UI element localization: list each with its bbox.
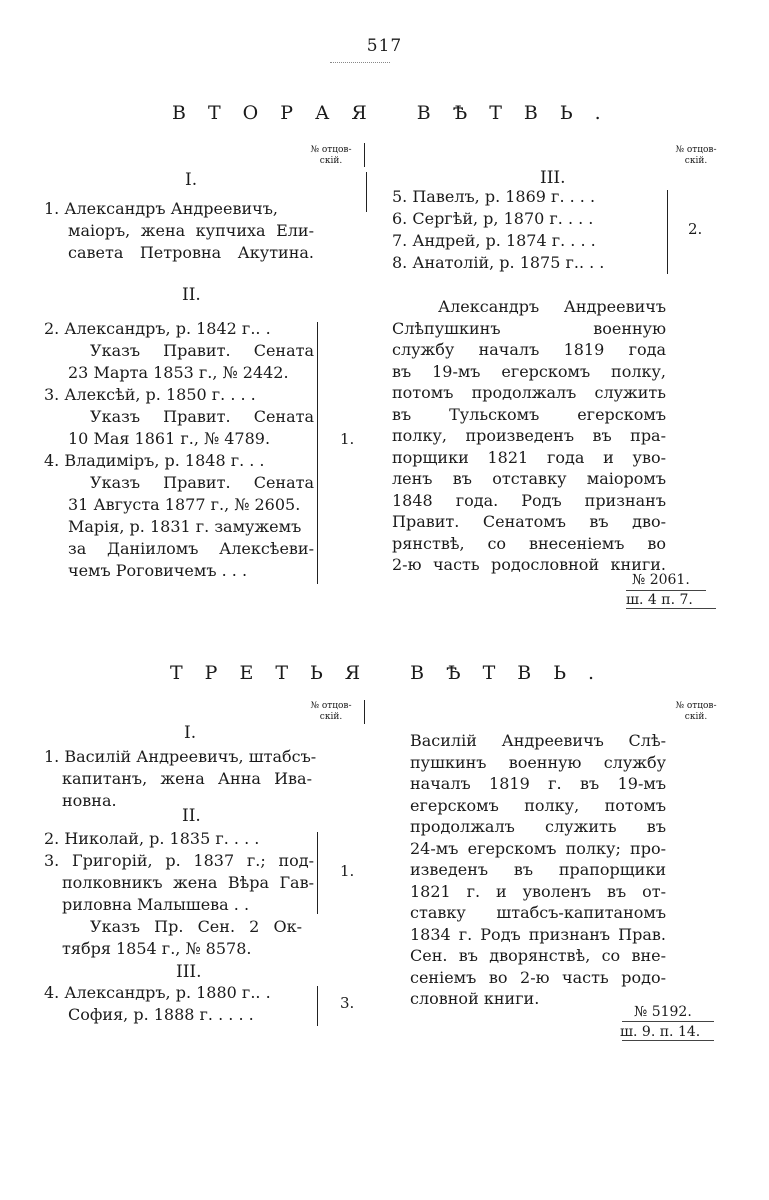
branch3-bio-line: словной книги. (410, 989, 540, 1008)
branch3-bio-line: продолжалъ служить въ (410, 817, 666, 836)
branch2-gen3-line: 7. Андрей, р. 1874 г. . . . (392, 231, 596, 250)
branch3-bio-line: сеніемъ во 2-ю часть родо- (410, 967, 666, 987)
branch3-doc-number: № 5192. (634, 1004, 692, 1020)
branch2-bio-line: Слѣпушкинъ военную (392, 318, 666, 338)
branch2-header-rule (364, 143, 365, 167)
branch3-gen1-heading: I. (184, 723, 197, 743)
branch2-bio-line: службу началъ 1819 года (392, 340, 666, 359)
branch2-column-rule (366, 172, 367, 212)
branch2-gen3-heading: III. (540, 168, 566, 188)
branch2-gen2-bracket (317, 322, 318, 584)
branch3-bio-line: Василій Андреевичъ Слѣ- (410, 731, 666, 750)
branch3-bio-line: егерскомъ полку, потомъ (410, 795, 666, 815)
branch2-bio-line: ленъ въ отставку маіоромъ (392, 469, 666, 488)
branch3-gen2-line: полковникъ жена Вѣра Гав- (62, 873, 314, 892)
branch2-gen1-line: маіоръ, жена купчиха Ели- (68, 221, 314, 240)
branch3-gen3-heading: III. (176, 962, 202, 982)
branch2-gen2-line: Указъ Правит. Сената (90, 407, 314, 426)
branch2-doc-rule (626, 590, 706, 591)
branch2-gen2-line: Указъ Правит. Сената (90, 341, 314, 360)
branch3-bio-line: началъ 1819 г. въ 19-мъ (410, 774, 666, 793)
branch2-gen2-line: Марія, р. 1831 г. замужемъ (68, 517, 302, 536)
branch3-gen1-line: капитанъ, жена Анна Ива- (62, 769, 312, 788)
branch3-gen1-line: 1. Василій Андреевичъ, штабсъ- (44, 747, 317, 766)
branch2-shelf-mark: ш. 4 п. 7. (626, 592, 693, 608)
branch2-bio-line: Правит. Сенатомъ въ дво- (392, 512, 666, 531)
branch2-gen2-line: за Даніиломъ Алексѣеви- (68, 539, 314, 558)
branch3-gen2-line: 3. Григорій, р. 1837 г.; под- (44, 851, 314, 870)
branch2-gen3-line: 8. Анатолій, р. 1875 г.. . . (392, 253, 605, 272)
branch3-gen2-bracket (317, 832, 318, 914)
branch2-gen3-line: 6. Сергѣй, р, 1870 г. . . . (392, 209, 594, 228)
branch2-gen2-line: 3. Алексѣй, р. 1850 г. . . . (44, 385, 256, 404)
branch2-gen2-line: 23 Марта 1853 г., № 2442. (68, 363, 289, 382)
branch2-gen1-line: 1. Александръ Андреевичъ, (44, 199, 278, 218)
branch3-doc-rule (622, 1021, 714, 1022)
branch2-bio-line: рянствѣ, со внесеніемъ во (392, 533, 666, 553)
branch2-shelf-rule (626, 608, 716, 609)
branch2-right-col-header: № отцов-скій. (675, 145, 717, 166)
branch3-shelf-rule (622, 1040, 714, 1041)
branch3-shelf-mark: ш. 9. п. 14. (620, 1024, 701, 1040)
branch3-bio-line: ставку штабсъ-капитаномъ (410, 903, 666, 922)
branch3-gen1-line: новна. (62, 791, 117, 810)
branch3-bio-line: 1821 г. и уволенъ въ от- (410, 881, 666, 901)
branch2-left-col-header: № отцов-скій. (310, 145, 352, 166)
page-number-rule (330, 62, 390, 63)
branch2-gen3-bracket (667, 190, 668, 274)
branch2-gen2-heading: II. (182, 285, 201, 305)
branch3-gen2-line: 2. Николай, р. 1835 г. . . . (44, 829, 260, 848)
branch3-bio-line: изведенъ въ прапорщики (410, 860, 666, 879)
branch3-gen2-heading: II. (182, 806, 201, 826)
branch3-biography (410, 730, 666, 1010)
branch3-bio-line: 1834 г. Родъ признанъ Прав. (410, 924, 666, 944)
branch2-gen2-line: 31 Августа 1877 г., № 2605. (68, 495, 301, 514)
branch2-biography (392, 296, 666, 576)
branch2-doc-number: № 2061. (632, 572, 690, 588)
branch3-bio-line: 24-мъ егерскомъ полку; про- (410, 838, 666, 858)
branch2-gen2-line: 2. Александръ, р. 1842 г.. . (44, 319, 271, 338)
branch2-gen2-line: Указъ Правит. Сената (90, 473, 314, 492)
branch3-left-col-header: № отцов-скій. (310, 701, 352, 722)
branch3-gen2-line: тября 1854 г., № 8578. (62, 939, 252, 958)
branch3-gen2-father-no: 1. (340, 862, 355, 880)
branch2-gen1-heading: I. (185, 170, 198, 190)
branch3-bio-line: Сен. въ дворянствѣ, со вне- (410, 946, 666, 965)
branch3-gen3-bracket (317, 986, 318, 1026)
branch2-gen2-father-no: 1. (340, 430, 355, 448)
branch2-bio-line: въ 19-мъ егерскомъ полку, (392, 361, 666, 381)
branch2-bio-line: 1848 года. Родъ признанъ (392, 490, 666, 510)
branch2-bio-line: потомъ продолжалъ служить (392, 383, 666, 402)
branch2-title: ВТОРАЯ ВѢТВЬ. (172, 102, 623, 124)
branch2-gen2-line: 10 Мая 1861 г., № 4789. (68, 429, 271, 448)
branch2-gen3-line: 5. Павелъ, р. 1869 г. . . . (392, 187, 596, 206)
branch2-gen3-father-no: 2. (688, 220, 703, 238)
branch2-bio-line: полку, произведенъ въ пра- (392, 426, 666, 445)
branch3-gen3-line: София, р. 1888 г. . . . . (68, 1005, 254, 1024)
branch3-right-col-header: № отцов-скій. (675, 701, 717, 722)
branch2-bio-line: порщики 1821 года и уво- (392, 447, 666, 467)
page-number: 517 (366, 36, 403, 56)
branch3-header-rule (364, 700, 365, 724)
branch3-title: ТРЕТЬЯ ВѢТВЬ. (170, 662, 617, 684)
branch3-gen2-line: Указъ Пр. Сен. 2 Ок- (90, 917, 302, 936)
branch2-bio-line: Александръ Андреевичъ (438, 297, 666, 316)
branch2-bio-line: въ Тульскомъ егерскомъ (392, 404, 666, 424)
branch2-gen1-line: савета Петровна Акутина. (68, 243, 314, 262)
branch3-gen3-father-no: 3. (340, 994, 355, 1012)
branch3-gen2-line: риловна Малышева . . (62, 895, 250, 914)
branch2-gen2-line: чемъ Роговичемъ . . . (68, 561, 248, 580)
branch2-bio-line: 2-ю часть родословной книги. (392, 555, 666, 574)
branch2-gen2-line: 4. Владиміръ, р. 1848 г. . . (44, 451, 265, 470)
branch3-bio-line: пушкинъ военную службу (410, 752, 666, 772)
branch3-gen3-line: 4. Александръ, р. 1880 г.. . (44, 983, 271, 1002)
